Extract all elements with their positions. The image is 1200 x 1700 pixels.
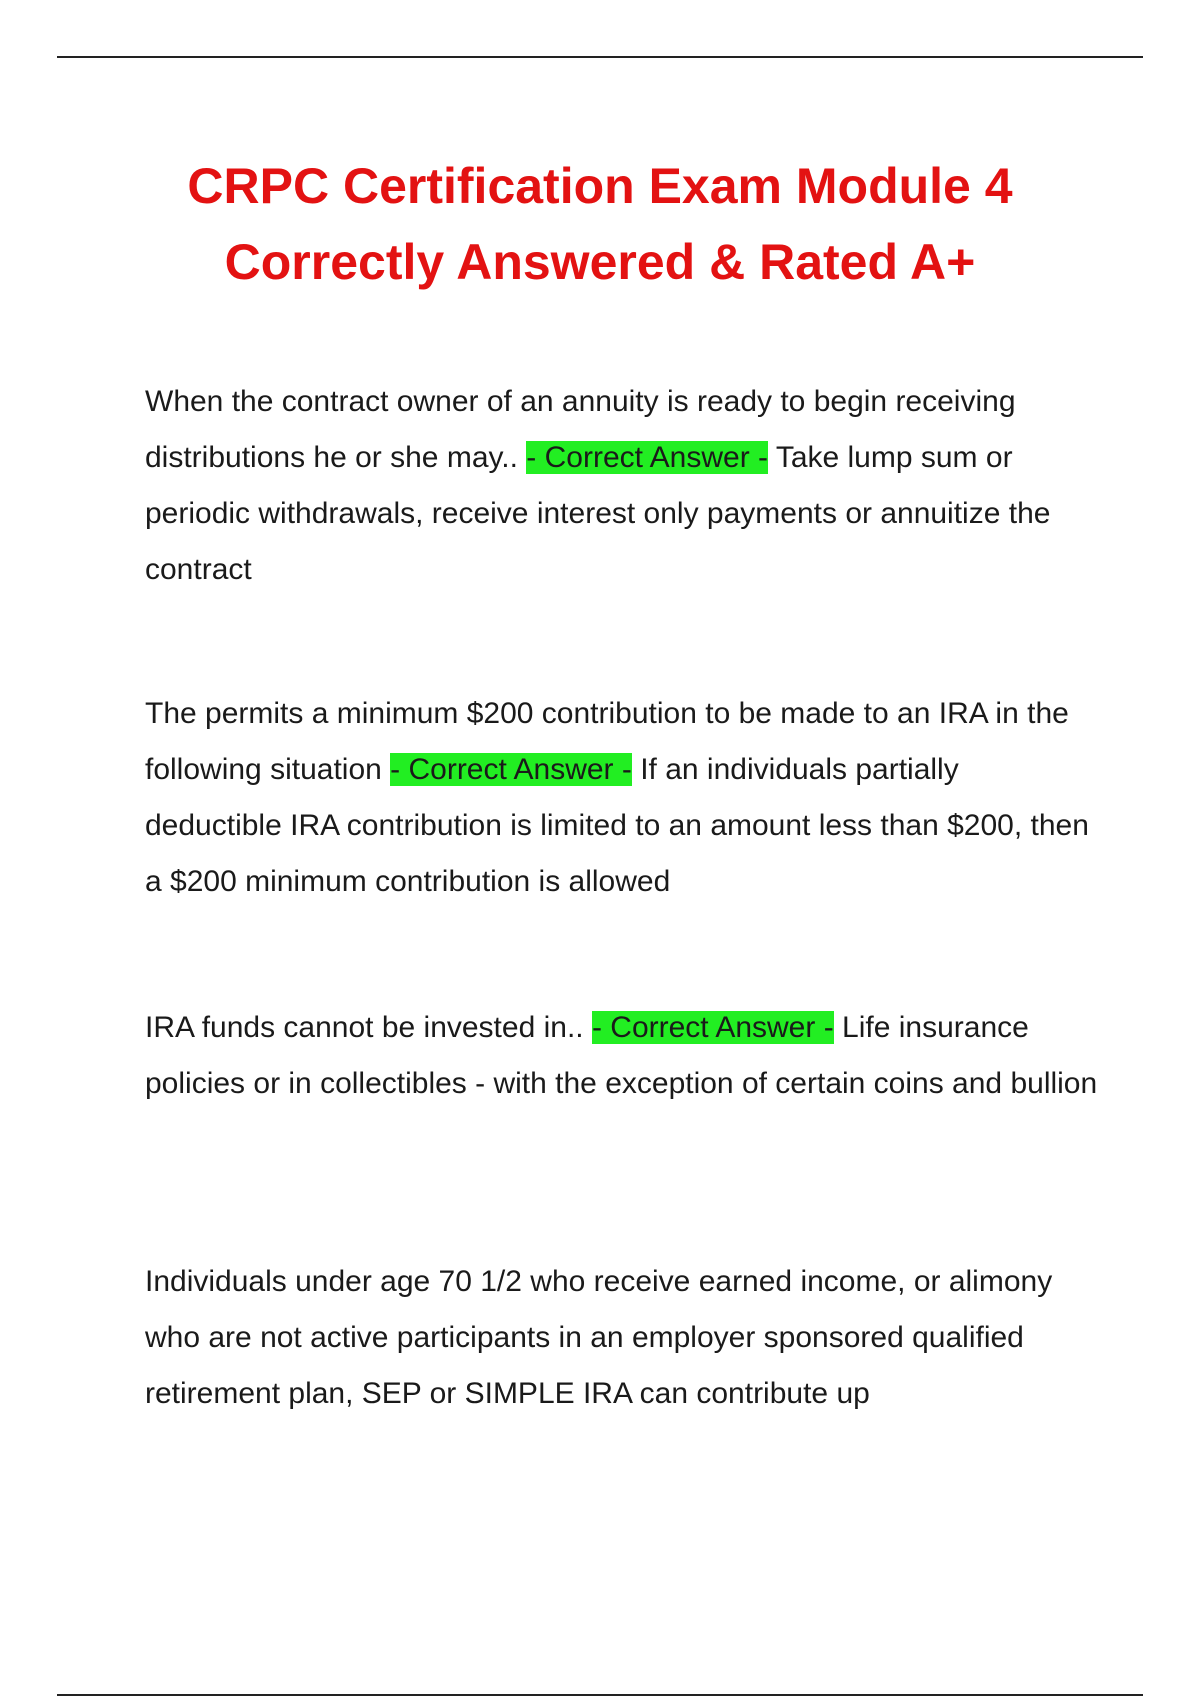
correct-answer-marker: - Correct Answer - (390, 753, 632, 786)
correct-answer-marker: - Correct Answer - (526, 441, 769, 474)
answer-text: Take lump sum or periodic withdrawals, receive interest only payments or annuitize the contract (145, 441, 1051, 586)
top-rule (57, 56, 1143, 58)
qa-item-1 (145, 374, 1100, 598)
title-line-1: CRPC Certification Exam Module 4 (187, 158, 1013, 214)
question-text: When the contract owner of an annuity is ready to begin receiving distributions he or she may.. (145, 385, 1016, 474)
answer-text: Life insurance policies or in collectibles - with the exception of certain coins and bullion (145, 1011, 1098, 1100)
answer-text: If an individuals partially deductible IRA contribution is limited to an amount less than $200, then a $200 minimum contribution is allowed (145, 753, 1089, 898)
correct-answer-marker: - Correct Answer - (591, 1011, 834, 1044)
qa-item-2 (145, 686, 1100, 910)
qa-item-4 (145, 1254, 1100, 1422)
question-text: IRA funds cannot be invested in.. (145, 1011, 584, 1044)
title-line-2: Correctly Answered & Rated A+ (224, 234, 976, 290)
page-title (100, 148, 1100, 300)
bottom-rule (57, 1694, 1143, 1696)
question-text: The permits a minimum $200 contribution to be made to an IRA in the following situation (145, 697, 1069, 786)
question-text: Individuals under age 70 1/2 who receive earned income, or alimony who are not active participants in an employer sponsored qualified retirement plan, SEP or SIMPLE IRA can contribute up (145, 1265, 1053, 1410)
qa-item-3 (145, 1000, 1100, 1112)
